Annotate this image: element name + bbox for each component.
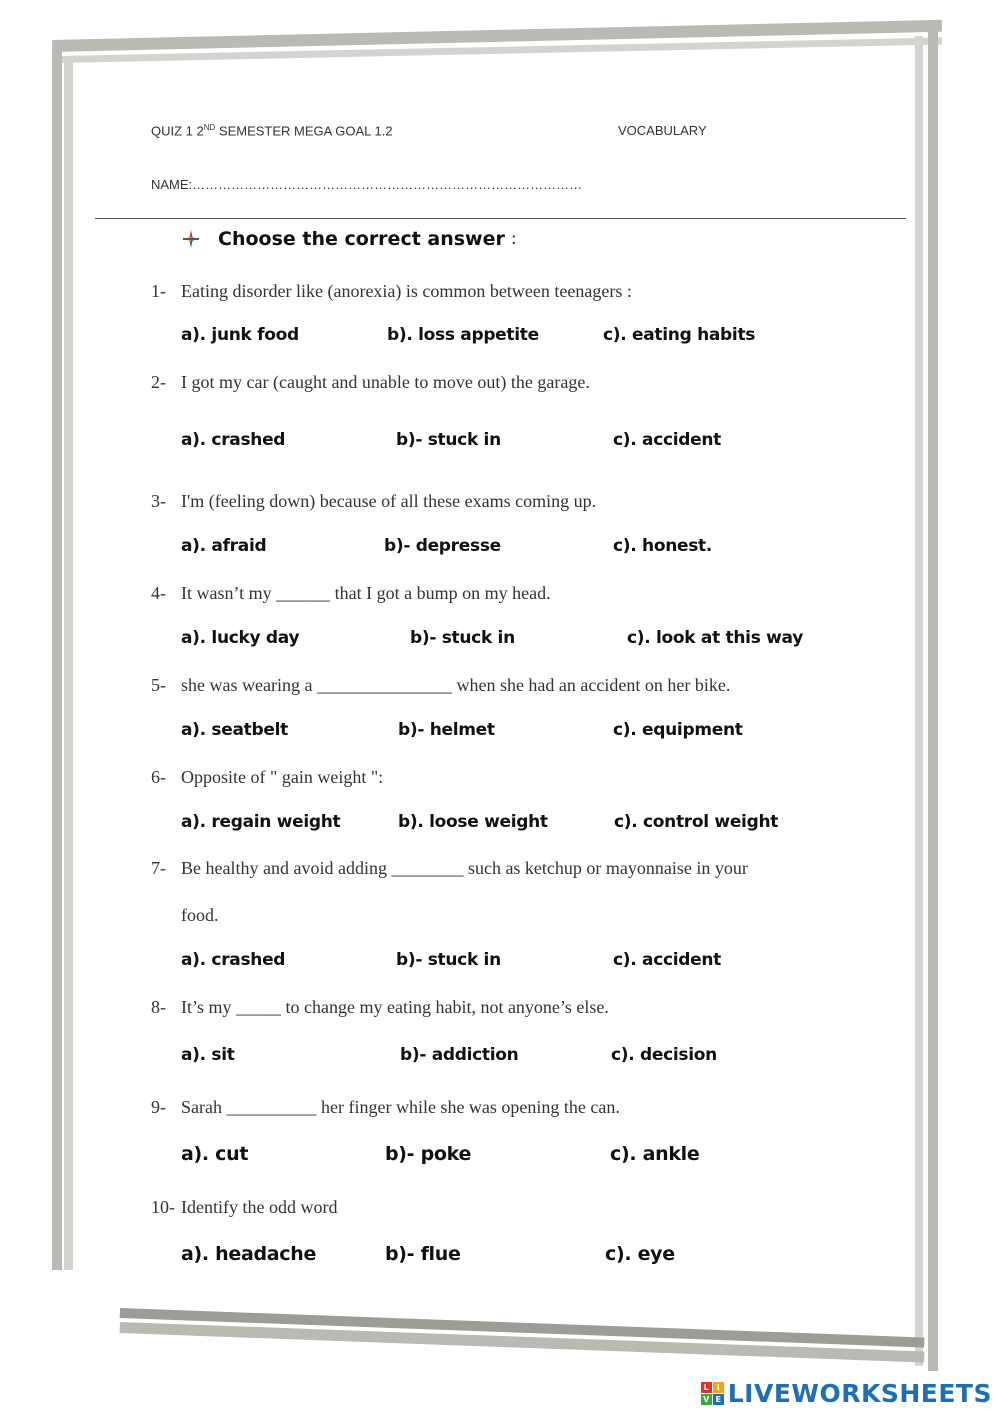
q2-option-b[interactable]: b)- stuck in <box>396 430 501 450</box>
q3-option-b[interactable]: b)- depresse <box>384 536 501 556</box>
q1-option-a[interactable]: a). junk food <box>181 325 299 345</box>
frame-left-inner <box>64 58 73 1270</box>
question-7: 7- Be healthy and avoid adding ________ such as ketchup or mayonnaise in your <box>151 858 748 878</box>
q4-option-b[interactable]: b)- stuck in <box>410 628 515 648</box>
question-2: 2- I got my car (caught and unable to move out) the garage. <box>151 372 590 392</box>
q8-option-c[interactable]: c). decision <box>611 1045 717 1065</box>
question-3: 3- I'm (feeling down) because of all these exams coming up. <box>151 491 597 511</box>
q4-option-c[interactable]: c). look at this way <box>627 628 803 648</box>
q2-option-c[interactable]: c). accident <box>613 430 722 450</box>
quiz-title: QUIZ 1 2ND SEMESTER MEGA GOAL 1.2 <box>151 123 393 139</box>
q5-option-a[interactable]: a). seatbelt <box>181 720 288 740</box>
question-9: 9- Sarah __________ her finger while she was opening the can. <box>151 1097 620 1117</box>
q10-option-c[interactable]: c). eye <box>605 1243 675 1265</box>
question-7-continued: food. <box>181 905 219 925</box>
q9-option-b[interactable]: b)- poke <box>385 1143 472 1165</box>
q5-option-b[interactable]: b)- helmet <box>398 720 495 740</box>
logo-letter: E <box>713 1394 724 1405</box>
watermark-text: LIVEWORKSHEETS <box>727 1379 992 1408</box>
frame-right <box>928 26 938 1371</box>
frame-right-inner <box>915 36 923 1366</box>
q10-option-a[interactable]: a). headache <box>181 1243 317 1265</box>
q9-option-c[interactable]: c). ankle <box>610 1143 700 1165</box>
question-5: 5- she was wearing a _______________ when she had an accident on her bike. <box>151 675 731 695</box>
question-6: 6- Opposite of " gain weight ": <box>151 767 384 787</box>
q8-option-b[interactable]: b)- addiction <box>400 1045 519 1065</box>
question-1: 1- Eating disorder like (anorexia) is common between teenagers : <box>151 281 632 301</box>
question-8: 8- It’s my _____ to change my eating habit, not anyone’s else. <box>151 997 609 1017</box>
q7-option-c[interactable]: c). accident <box>613 950 722 970</box>
liveworksheets-watermark <box>701 1379 992 1408</box>
subject-label: VOCABULARY <box>618 123 707 138</box>
q6-option-b[interactable]: b). loose weight <box>398 812 548 832</box>
q2-option-a[interactable]: a). crashed <box>181 430 286 450</box>
logo-letter: V <box>701 1394 712 1405</box>
q3-option-c[interactable]: c). honest. <box>613 536 713 556</box>
q8-option-a[interactable]: a). sit <box>181 1045 235 1065</box>
frame-left <box>52 50 62 1270</box>
logo-letter: I <box>713 1382 724 1393</box>
q7-option-a[interactable]: a). crashed <box>181 950 286 970</box>
q6-option-c[interactable]: c). control weight <box>614 812 779 832</box>
q3-option-a[interactable]: a). afraid <box>181 536 267 556</box>
q1-option-c[interactable]: c). eating habits <box>603 325 756 345</box>
pinwheel-icon <box>180 228 202 250</box>
instruction-colon: : <box>510 229 517 249</box>
q5-option-c[interactable]: c). equipment <box>613 720 743 740</box>
header-divider <box>95 218 906 219</box>
q1-option-b[interactable]: b). loss appetite <box>387 325 539 345</box>
question-10: 10- Identify the odd word <box>151 1197 338 1217</box>
question-4: 4- It wasn’t my ______ that I got a bump on my head. <box>151 583 551 603</box>
q10-option-b[interactable]: b)- flue <box>385 1243 461 1265</box>
instruction <box>180 228 517 250</box>
q6-option-a[interactable]: a). regain weight <box>181 812 341 832</box>
name-field[interactable]: NAME:……………………………………………………………………………… <box>151 177 583 192</box>
liveworksheets-logo-icon <box>701 1382 724 1405</box>
logo-letter: L <box>701 1382 712 1393</box>
q4-option-a[interactable]: a). lucky day <box>181 628 300 648</box>
instruction-text: Choose the correct answer <box>218 228 505 250</box>
q9-option-a[interactable]: a). cut <box>181 1143 249 1165</box>
q7-option-b[interactable]: b)- stuck in <box>396 950 501 970</box>
